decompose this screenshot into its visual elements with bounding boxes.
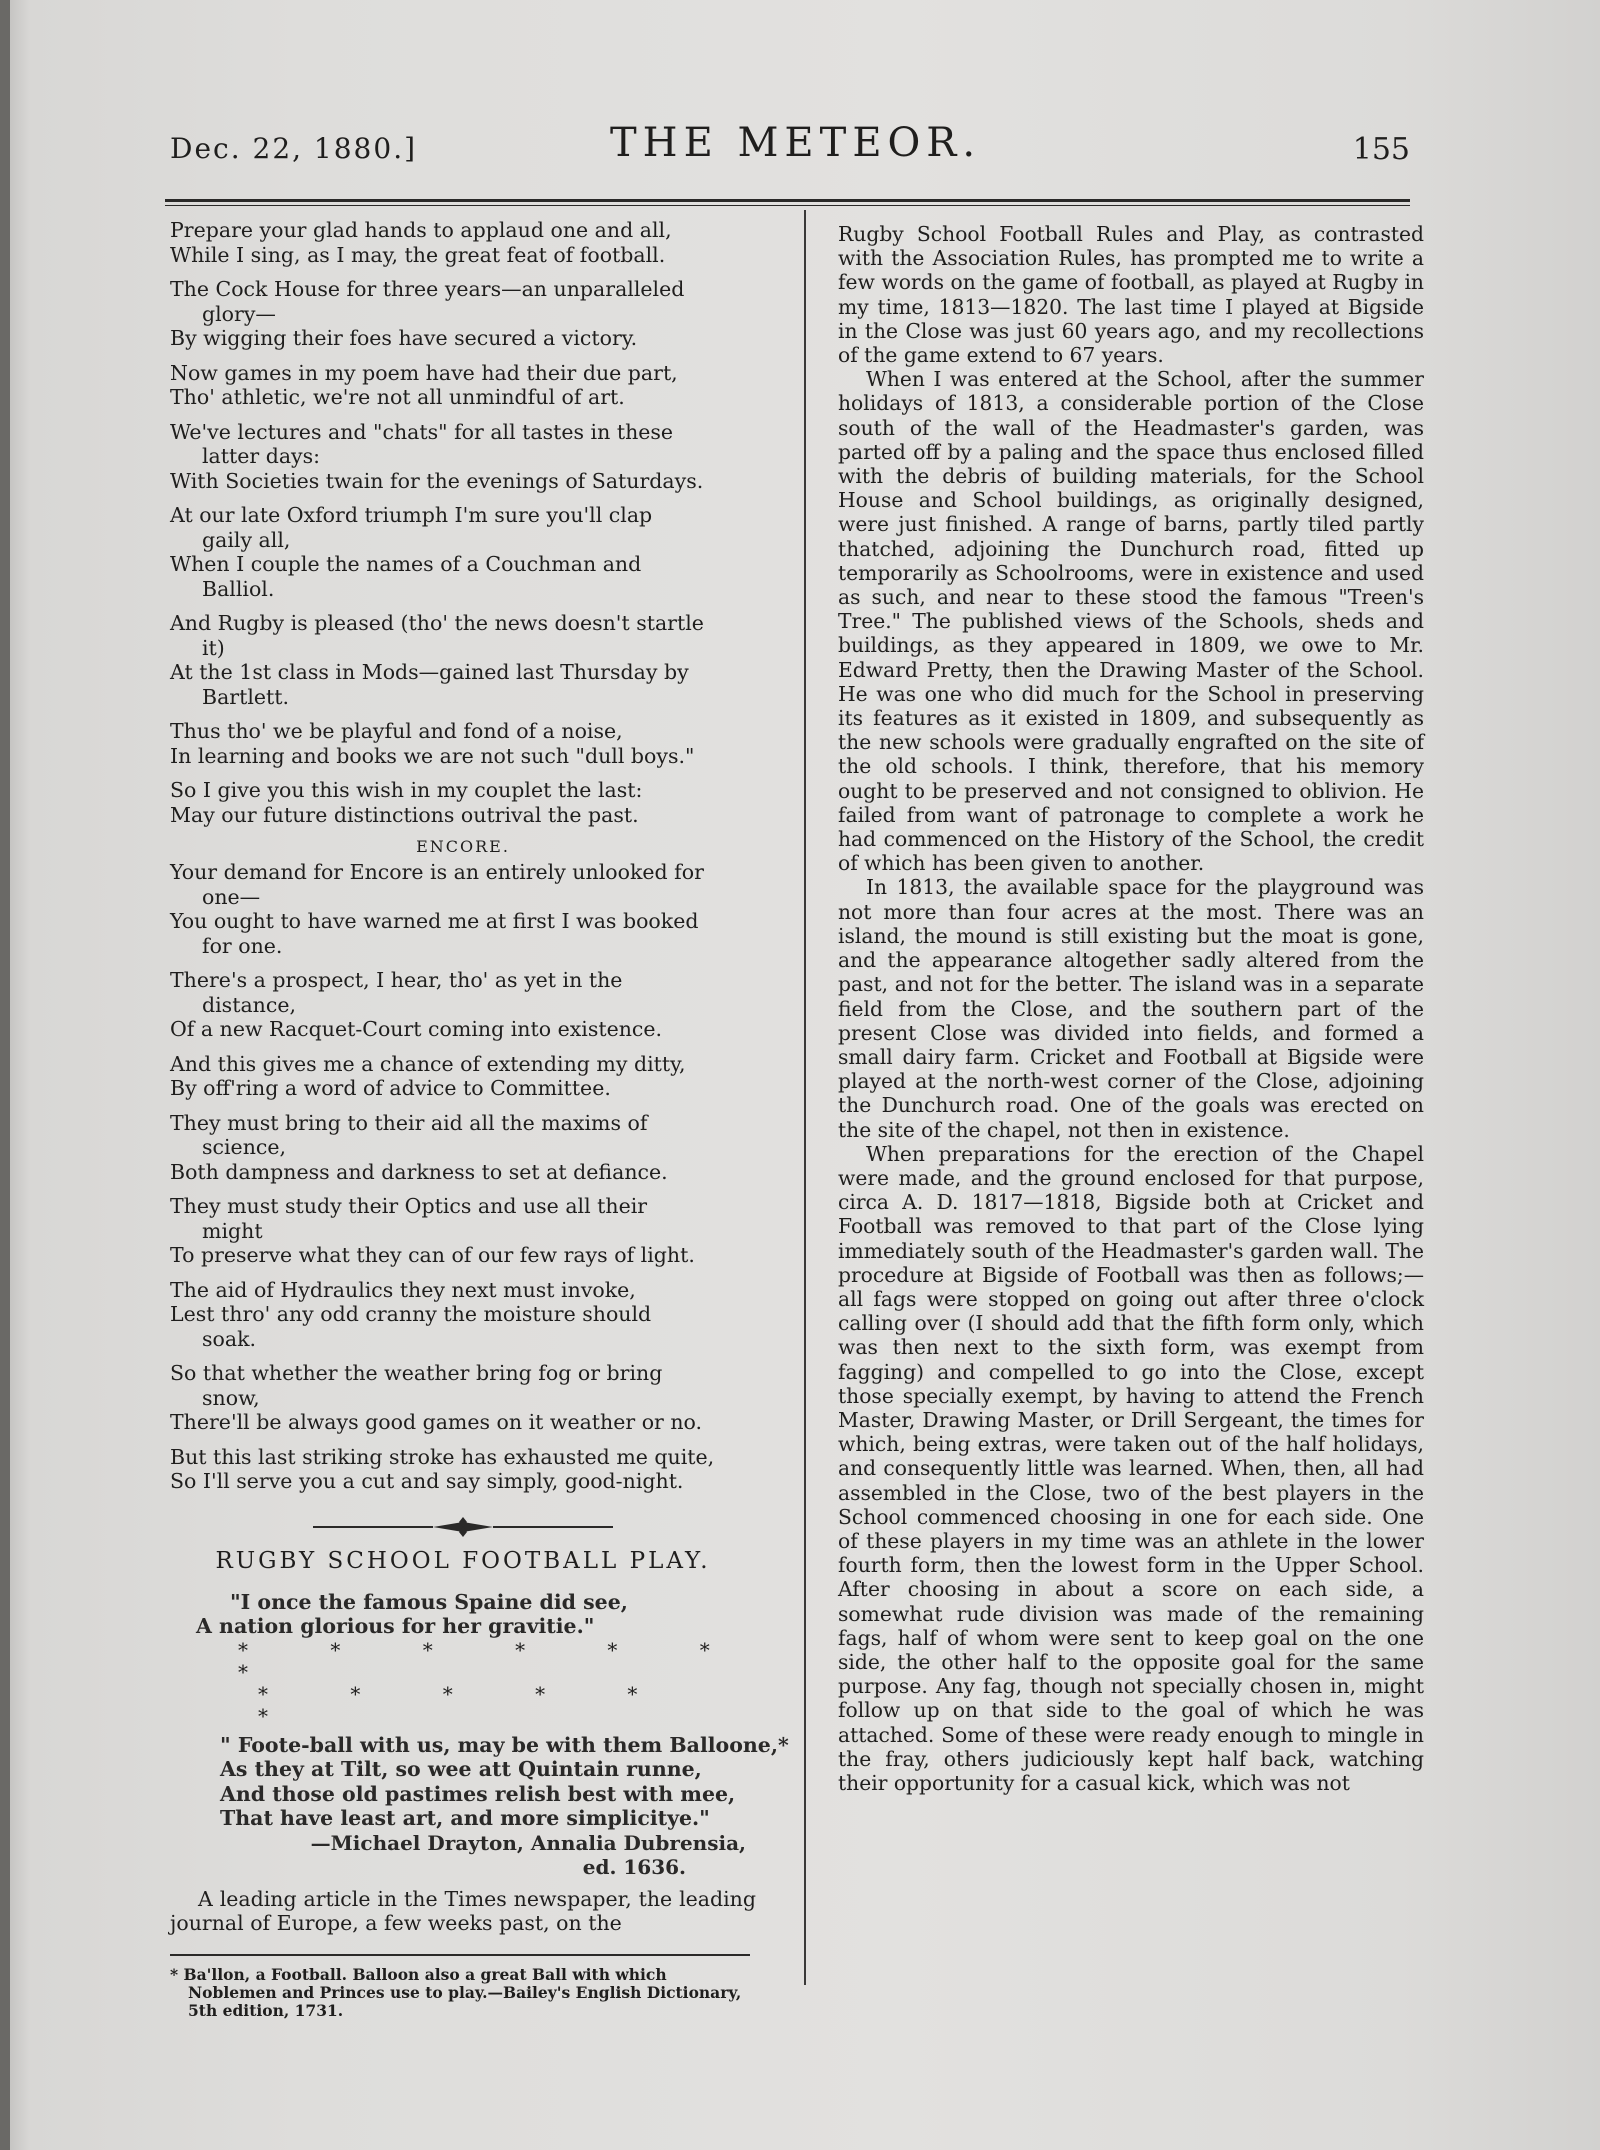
poem-line: it) (202, 635, 225, 660)
stanza (170, 1111, 756, 1185)
epigraph-attribution (170, 1831, 756, 1879)
epigraph-line: "I once the famous Spaine did see, (230, 1589, 628, 1614)
poem-line: gaily all, (202, 527, 291, 552)
poem-line: Tho' athletic, we're not all unmindful of art. (170, 385, 625, 409)
poem-line: Bartlett. (202, 684, 290, 709)
issue-date: Dec. 22, 1880.] (170, 132, 418, 165)
poem-line: In learning and books we are not such "dull boys." (170, 743, 695, 768)
poem-line: Your demand for Encore is an entirely unlooked for (170, 860, 704, 884)
poem-line: The aid of Hydraulics they next must invoke, (170, 1277, 636, 1302)
epigraph-line: " Foote-ball with us, may be with them Balloone,* (220, 1732, 789, 1757)
header-rule (165, 199, 1410, 202)
stanza (170, 277, 756, 351)
poem-line: When I couple the names of a Couchman and (170, 552, 642, 576)
poem-line: The Cock House for three years—an unparalleled (170, 277, 685, 301)
epigraph-line: That have least art, and more simplicitye." (220, 1806, 710, 1830)
poem-line: They must study their Optics and use all their (170, 1194, 648, 1218)
poem-line: There's a prospect, I hear, tho' as yet in the (170, 968, 623, 992)
poem-line: soak. (202, 1326, 257, 1351)
stanza (170, 860, 756, 958)
ornament-divider (313, 1516, 613, 1538)
stanza (170, 503, 756, 601)
stanza (170, 1052, 756, 1101)
encore-poem (170, 860, 756, 1494)
poem-line: distance, (202, 992, 296, 1017)
poem-line: So that whether the weather bring fog or bring (170, 1361, 663, 1385)
poem-line: Thus tho' we be playful and fond of a noise, (170, 719, 623, 743)
stanza (170, 778, 756, 827)
epigraph-first (170, 1590, 756, 1639)
column-divider (804, 210, 806, 1985)
stanza (170, 218, 756, 267)
poem-line: May our future distinctions outrival the past. (170, 802, 639, 827)
right-column (838, 222, 1424, 1795)
publication-title: THE METEOR. (610, 120, 982, 166)
poem-line: So I give you this wish in my couplet the last: (170, 778, 643, 802)
poem-line: latter days: (202, 444, 321, 468)
epigraph-line: As they at Tilt, so wee att Quintain runne, (220, 1757, 702, 1781)
page-number: 155 (1352, 132, 1410, 167)
poem-line: might (202, 1218, 263, 1243)
poem-line: glory— (202, 301, 276, 326)
page-header (170, 118, 1410, 178)
poem-line: With Societies twain for the evenings of Saturdays. (170, 468, 704, 493)
stanza (170, 968, 756, 1042)
poem-line: By off'ring a word of advice to Committee. (170, 1076, 611, 1100)
poem-line: But this last striking stroke has exhausted me quite, (170, 1444, 715, 1469)
ellipsis-stars: * * * * * * * (238, 1637, 748, 1684)
poem-line: We've lectures and "chats" for all tastes in these (170, 419, 674, 444)
header-rule-thin (165, 205, 1410, 206)
stanza (170, 1194, 756, 1268)
poem-line: And Rugby is pleased (tho' the news doesn't startle (170, 611, 704, 635)
poem-line: for one. (202, 933, 283, 958)
poem-line: They must bring to their aid all the maxims of (170, 1110, 648, 1135)
stanza (170, 420, 756, 494)
poem-line: While I sing, as I may, the great feat of football. (170, 242, 666, 267)
poem-line: And this gives me a chance of extending my ditty, (170, 1051, 686, 1076)
epigraph-line: A nation glorious for her gravitie." (196, 1614, 595, 1638)
article-paragraph: When I was entered at the School, after the summer holidays of 1813, a considerable portion of the Close south of the wall of the Headmaster's garden, was parted off by a paling and the space thus enclosed filled with the debris of building materials, for the School House and School buildings, as originally designed, were just finished. A range of barns, partly tiled partly thatched, adjoining the Dunchurch road, fitted up temporarily as Schoolrooms, were in existence and used as such, and near to these stood the famous "Treen's Tree." The published views of the Schools, sheds and buildings, as they appeared in 1809, we owe to Mr. Edward Pretty, then the Drawing Master of the School. He was one who did much for the School in preserving its features as it existed in 1809, and subsequently as the new schools were gradually engrafted on the site of the old schools. I think, therefore, that his memory ought to be preserved and not consigned to oblivion. He failed from want of patronage to complete a work he had commenced on the History of the School, the credit of which has been given to another. (838, 367, 1424, 876)
poem-line: science, (202, 1135, 287, 1159)
stanza (170, 1278, 756, 1352)
book-spine (0, 0, 10, 2150)
poem-line: Now games in my poem have had their due part, (170, 360, 678, 385)
epigraph-second (170, 1732, 789, 1831)
poem-line: So I'll serve you a cut and say simply, good-night. (170, 1469, 684, 1493)
footnote: * Ba'llon, a Football. Balloon also a great Ball with which Noblemen and Princes use to play.—Bailey's English Dictionary, 5th edition, 1731. (170, 1964, 742, 2020)
poem-line: Both dampness and darkness to set at defiance. (170, 1159, 668, 1184)
poem-line: Prepare your glad hands to applaud one and all, (170, 218, 672, 242)
poem-line: You ought to have warned me at first I was booked (170, 909, 699, 933)
poem-line: snow, (202, 1385, 260, 1410)
epigraph-line: And those old pastimes relish best with mee, (220, 1781, 736, 1806)
attribution-author: —Michael Drayton, Annalia Dubrensia, (310, 1830, 746, 1855)
attribution-edition: ed. 1636. (582, 1854, 686, 1879)
stanza (170, 719, 756, 768)
poem-line: By wigging their foes have secured a victory. (170, 326, 638, 350)
poem-line: Balliol. (202, 576, 275, 601)
article-paragraph: When preparations for the erection of the Chapel were made, and the ground enclosed for that purpose, circa A. D. 1817—1818, Bigside both at Cricket and Football was removed to that part of the Close lying immediately south of the Headmaster's garden wall. The procedure at Bigside of Football was then as follows;—all fags were stopped on going out after three o'clock calling over (I should add that the fifth form only, which was then next to the sixth form, was exempt from fagging) and compelled to go into the Close, except those specially exempt, by having to attend the French Master, Drawing Master, or Drill Sergeant, the times for which, being extras, were taken out of the half holidays, and consequently little was learned. When, then, all had assembled in the Close, two of the best players in the School commenced choosing in one for each side. One of these players in my time was an athlete in the lower fourth form, then the lowest form in the Upper School. After choosing in about a score on each side, a somewhat rude division was made of the remaining fags, half of whom were sent to keep goal on the one side, the other half to the opposite goal for the same purpose. Any fag, though not specially chosen in, might follow up on that side to the goal of which he was attached. Some of these were ready enough to mingle in the fray, others judiciously kept half back, watching their opportunity for a casual kick, which was not (838, 1141, 1424, 1795)
stanza (170, 361, 756, 410)
ellipsis-stars: * * * * * * (258, 1681, 676, 1728)
article-paragraph: In 1813, the available space for the playground was not more than four acres at the most. There was an island, the mound is still existing but the moat is gone, and the appearance altogether sadly altered from the past, and not for the better. The island was in a separate field from the Close, and the southern part of the present Close was divided into fields, and formed a small dairy farm. Cricket and Football at Bigside were played at the north-west corner of the Close, adjoining the Dunchurch road. One of the goals was erected on the site of the chapel, not then in existence. (838, 875, 1424, 1142)
poem-line: Lest thro' any odd cranny the moisture should (170, 1302, 652, 1326)
footnote-rule (170, 1954, 750, 1956)
poem-line: one— (202, 884, 261, 909)
intro-paragraph: A leading article in the Times newspaper, the leading journal of Europe, a few weeks past, on the (170, 1886, 756, 1935)
poem-line: To preserve what they can of our few rays of light. (170, 1243, 695, 1267)
poem (170, 218, 756, 827)
article-title: RUGBY SCHOOL FOOTBALL PLAY. (215, 1547, 711, 1574)
article-paragraph: Rugby School Football Rules and Play, as contrasted with the Association Rules, has prompted me to write a few words on the game of football, as played at Rugby in my time, 1813—1820. The last time I played at Bigside in the Close was just 60 years ago, and my recollections of the game extend to 67 years. (838, 222, 1424, 368)
stanza (170, 1445, 756, 1494)
stanza (170, 611, 756, 709)
poem-line: There'll be always good games on it weather or no. (170, 1410, 703, 1434)
poem-line: Of a new Racquet-Court coming into existence. (170, 1017, 663, 1041)
poem-line: At our late Oxford triumph I'm sure you'll clap (170, 503, 653, 527)
encore-heading: ENCORE. (416, 837, 510, 856)
left-column (170, 218, 789, 2020)
stanza (170, 1361, 756, 1435)
poem-line: At the 1st class in Mods—gained last Thursday by (170, 660, 689, 684)
